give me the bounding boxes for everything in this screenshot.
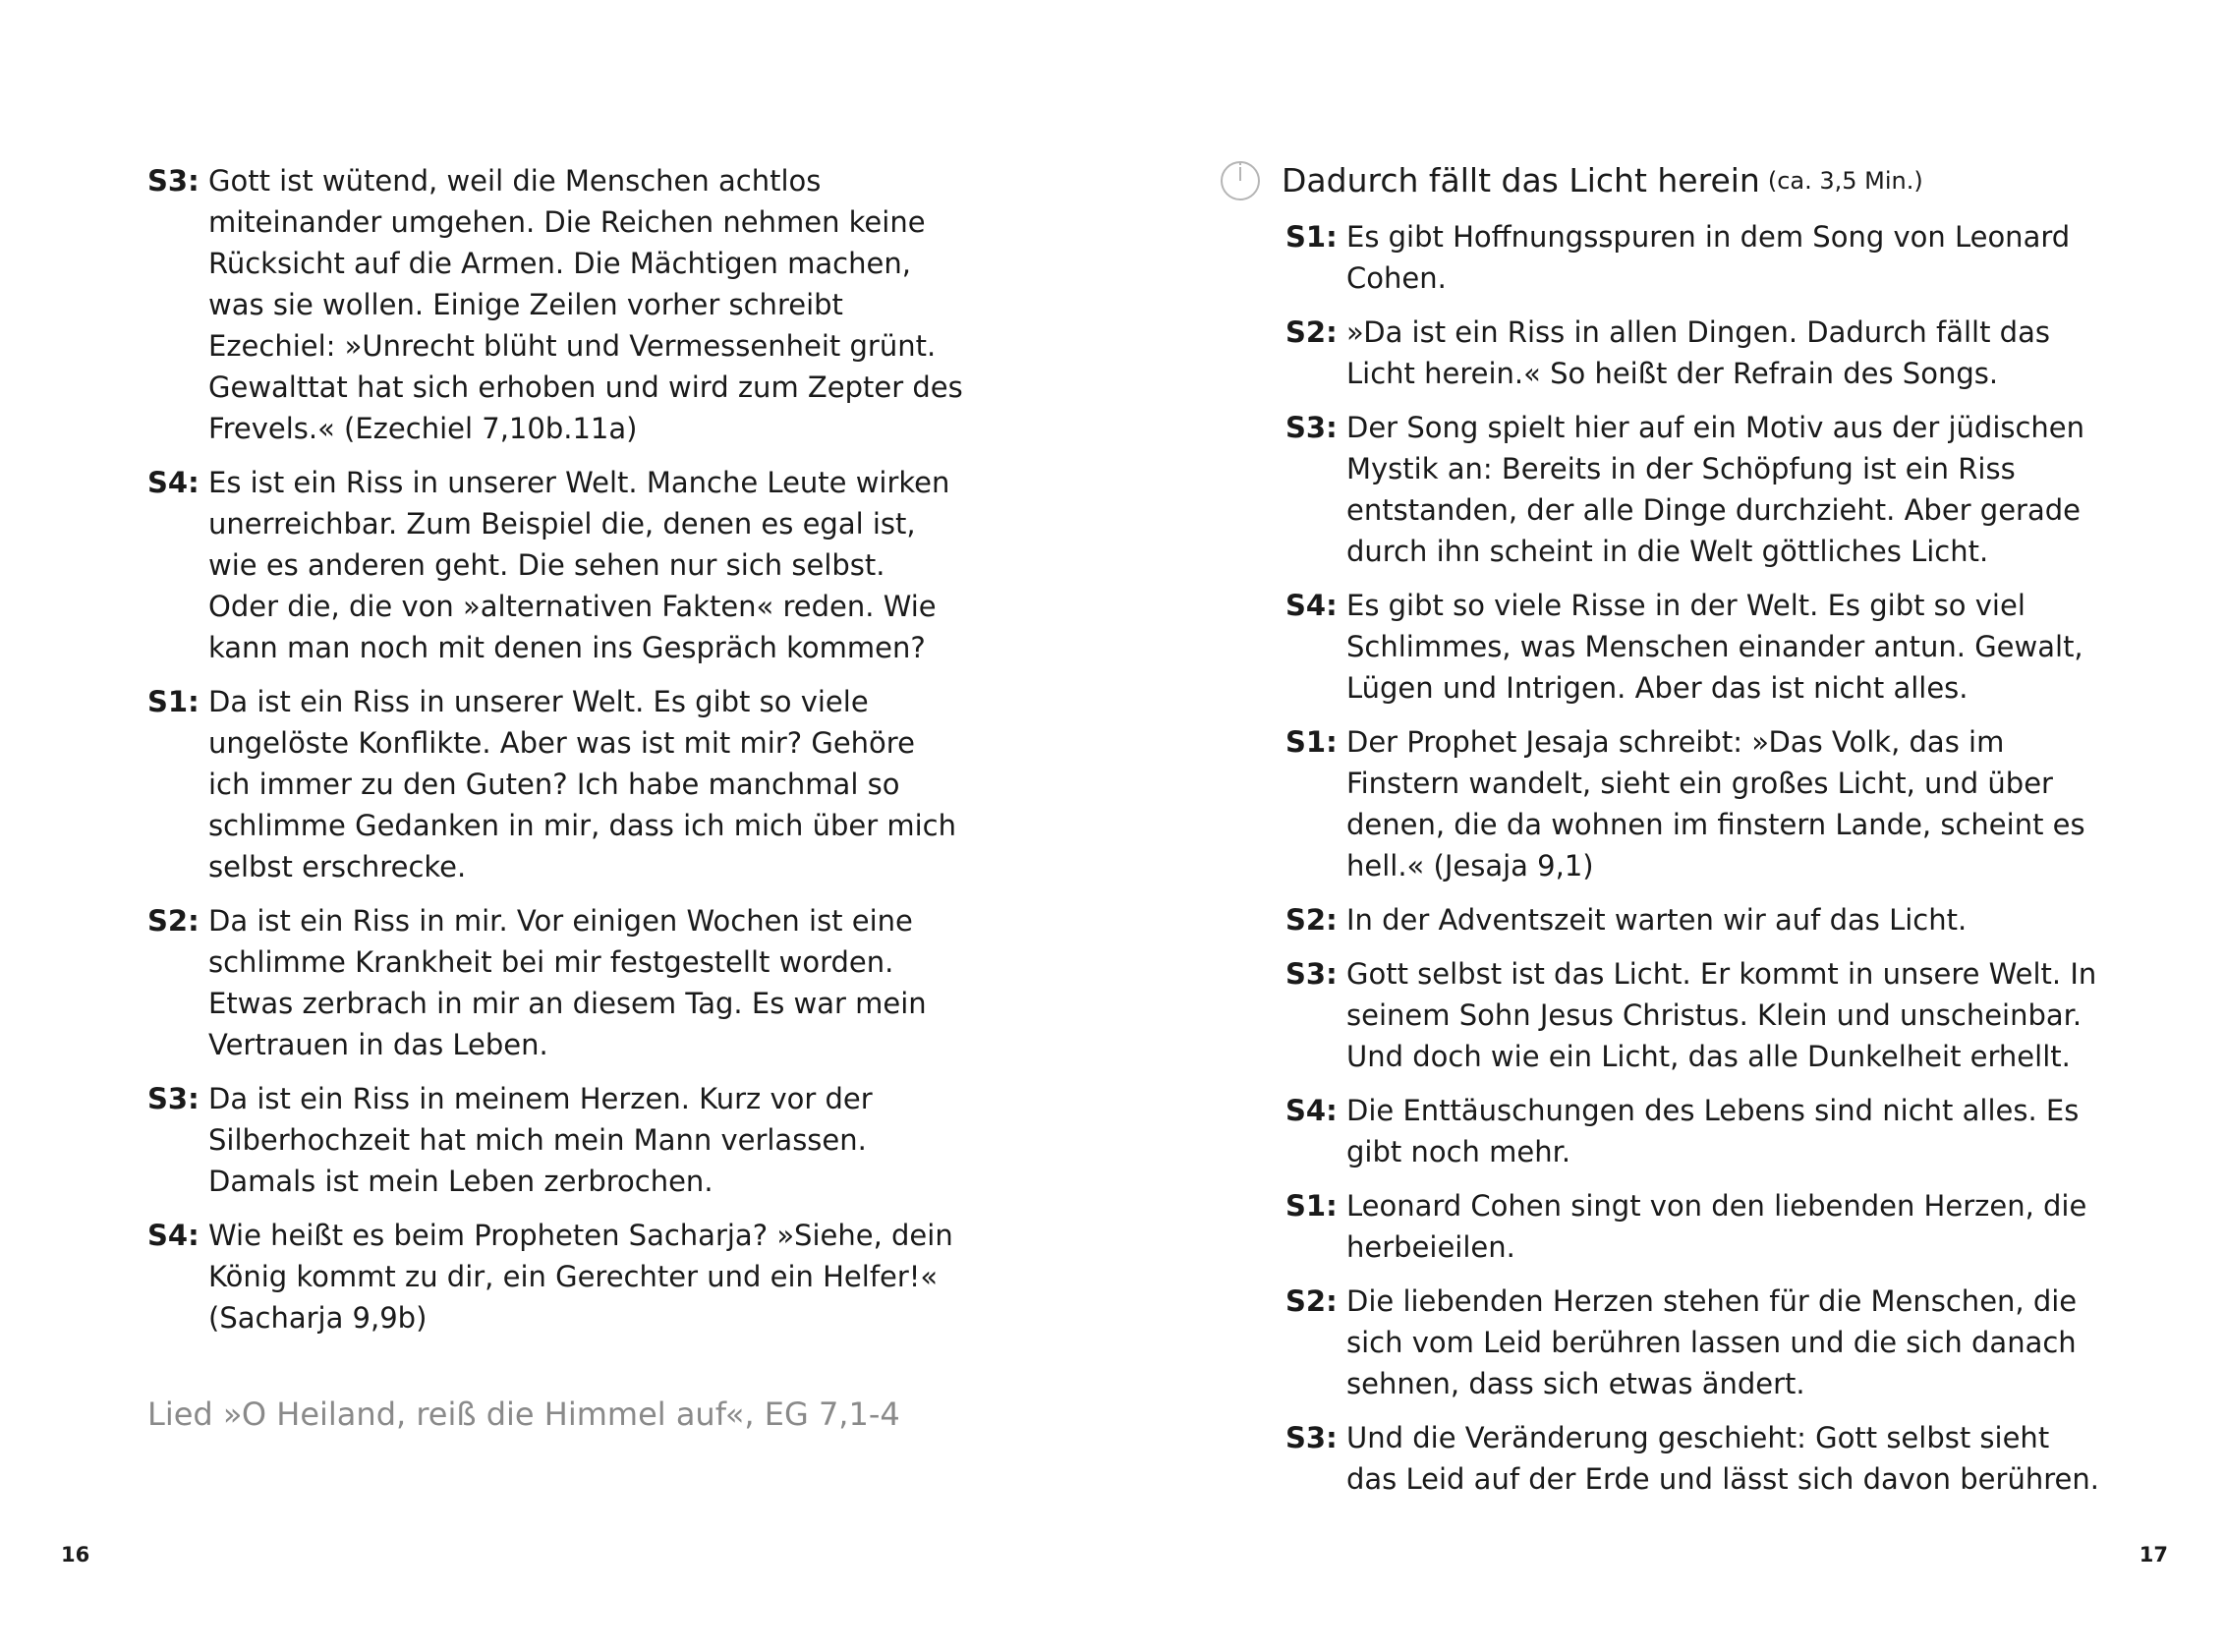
dialog-entry (147, 1078, 963, 1202)
speaker-label: S4: (1285, 589, 1338, 622)
dialog-entry (1285, 899, 2101, 940)
dialog-text: Da ist ein Riss in mir. Vor einigen Wochen ist eine schlimme Krankheit bei mir festgestellt worden. Etwas zerbrach in mir an diesem Tag. Es war mein Vertrauen in das Leben. (208, 904, 927, 1061)
speaker-label: S2: (1285, 1284, 1338, 1318)
speaker-label: S4: (1285, 1094, 1338, 1127)
dialog-text: Es ist ein Riss in unserer Welt. Manche Leute wirken unerreichbar. Zum Beispiel die, denen es egal ist, wie es anderen geht. Die sehen nur sich selbst. Oder die, die von »alternativen Fakten« reden. Wie kann man noch mit denen ins Gespräch kommen? (208, 466, 950, 664)
speaker-label: S1: (147, 685, 200, 718)
dialog-text: Es gibt Hoffnungsspuren in dem Song von Leonard Cohen. (1346, 220, 2071, 295)
dialog-text: Da ist ein Riss in meinem Herzen. Kurz vor der Silberhochzeit hat mich mein Mann verlassen. Damals ist mein Leben zerbrochen. (208, 1082, 873, 1198)
dialog-entry (147, 462, 963, 668)
dialog-entry (1285, 1417, 2101, 1500)
clock-icon (1219, 159, 1262, 202)
dialog-text: Da ist ein Riss in unserer Welt. Es gibt so viele ungelöste Konflikte. Aber was ist mit mir? Gehöre ich immer zu den Guten? Ich habe manchmal so schlimme Gedanken in mir, dass ich mich über mich selbst erschrecke. (208, 685, 956, 883)
dialog-text: In der Adventszeit warten wir auf das Licht. (1346, 903, 1968, 937)
dialog-text: Der Prophet Jesaja schreibt: »Das Volk, das im Finstern wandelt, sieht ein großes Licht, und über denen, die da wohnen im finstern Lande, scheint es hell.« (Jesaja 9,1) (1346, 725, 2085, 883)
speaker-label: S2: (1285, 315, 1338, 349)
section-duration: (ca. 3,5 Min.) (1767, 167, 1923, 195)
speaker-label: S1: (1285, 1189, 1338, 1223)
dialog-text: Und die Veränderung geschieht: Gott selbst sieht das Leid auf der Erde und lässt sich davon berühren. (1346, 1421, 2099, 1496)
dialog-entry (1285, 1185, 2101, 1268)
dialog-entry (1285, 953, 2101, 1077)
dialog-entry (1285, 216, 2101, 299)
dialog-text: Die liebenden Herzen stehen für die Menschen, die sich vom Leid berühren lassen und die sich danach sehnen, dass sich etwas ändert. (1346, 1284, 2078, 1400)
speaker-label: S1: (1285, 220, 1338, 254)
dialog-text: Gott selbst ist das Licht. Er kommt in unsere Welt. In seinem Sohn Jesus Christus. Klein und unscheinbar. Und doch wie ein Licht, das alle Dunkelheit erhellt. (1346, 957, 2097, 1073)
dialog-entry (1285, 407, 2101, 572)
speaker-label: S4: (147, 1219, 200, 1252)
dialog-text: »Da ist ein Riss in allen Dingen. Dadurch fällt das Licht herein.« So heißt der Refrain des Songs. (1346, 315, 2050, 390)
section-title: Dadurch fällt das Licht herein (1282, 161, 1760, 199)
speaker-label: S2: (1285, 903, 1338, 937)
dialog-text: Es gibt so viele Risse in der Welt. Es gibt so viel Schlimmes, was Menschen einander antun. Gewalt, Lügen und Intrigen. Aber das ist nicht alles. (1346, 589, 2083, 705)
speaker-label: S3: (147, 1082, 200, 1115)
dialog-entry (1285, 1281, 2101, 1404)
dialog-text: Die Enttäuschungen des Lebens sind nicht alles. Es gibt noch mehr. (1346, 1094, 2080, 1168)
section-heading (1219, 159, 2103, 202)
song-reference: Lied »O Heiland, reiß die Himmel auf«, EG 7,1-4 (147, 1396, 900, 1433)
speaker-label: S4: (147, 466, 200, 499)
page-number: 17 (2139, 1543, 2168, 1567)
dialog-text: Der Song spielt hier auf ein Motiv aus der jüdischen Mystik an: Bereits in der Schöpfung ist ein Riss entstanden, der alle Dinge durchzieht. Aber gerade durch ihn scheint in die Welt göttliches Licht. (1346, 411, 2085, 568)
dialog-entry (147, 160, 963, 449)
speaker-label: S3: (147, 164, 200, 198)
dialog-entry (1285, 312, 2101, 394)
dialog-text: Wie heißt es beim Propheten Sacharja? »Siehe, dein König kommt zu dir, ein Gerechter und ein Helfer!« (Sacharja 9,9b) (208, 1219, 953, 1335)
speaker-label: S3: (1285, 411, 1338, 444)
speaker-label: S3: (1285, 1421, 1338, 1454)
right-page (1112, 0, 2225, 1652)
dialog-text: Gott ist wütend, weil die Menschen achtlos miteinander umgehen. Die Reichen nehmen keine Rücksicht auf die Armen. Die Mächtigen machen, was sie wollen. Einige Zeilen vorher schreibt Ezechiel: »Unrecht blüht und Vermessenheit grünt. Gewalttat hat sich erhoben und wird zum Zepter des Frevels.« (Ezechiel 7,10b.11a) (208, 164, 963, 445)
dialog-entry (147, 900, 963, 1065)
dialog-entry (1285, 585, 2101, 709)
dialog-list (147, 160, 963, 1351)
dialog-entry (147, 681, 963, 887)
dialog-entry (1285, 721, 2101, 886)
page-number: 16 (61, 1543, 90, 1567)
left-page (0, 0, 1112, 1652)
dialog-list (1285, 216, 2101, 1512)
dialog-entry (147, 1215, 963, 1339)
speaker-label: S2: (147, 904, 200, 938)
speaker-label: S3: (1285, 957, 1338, 991)
dialog-entry (1285, 1090, 2101, 1172)
dialog-text: Leonard Cohen singt von den liebenden Herzen, die herbeieilen. (1346, 1189, 2087, 1264)
speaker-label: S1: (1285, 725, 1338, 759)
